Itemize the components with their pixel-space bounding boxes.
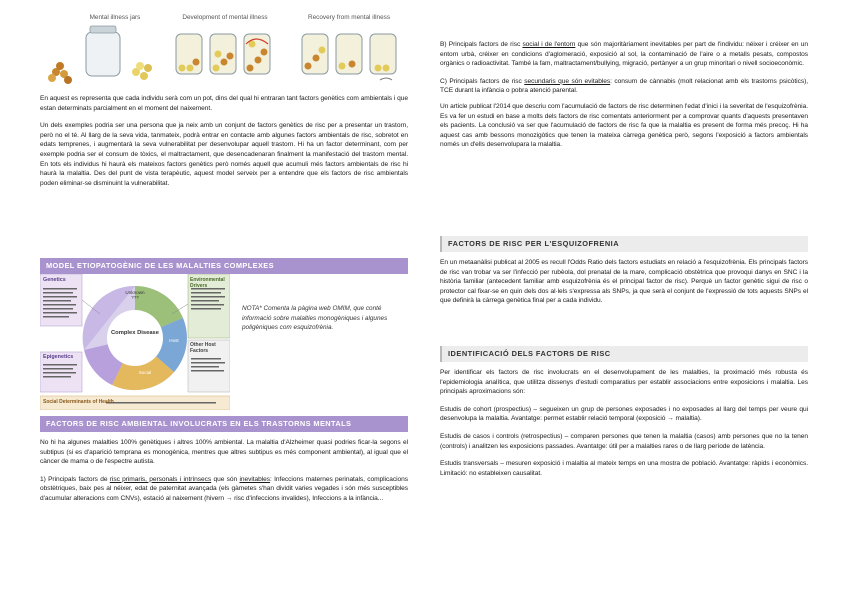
diagram-label-genetics: Genetics [43,277,66,283]
jar-caption-1: Mental illness jars [89,14,141,21]
underlined-term-secondary: secundaris que són evitables [524,77,611,85]
paragraph-cohort-studies: Estudis de cohort (prospectius) – segueixen un grup de persones exposades i no exposades al llarg del temps per veure qui desenvolupa la malaltia. Avantatge: permet establir relació temporal (exposició → malaltia). [440,405,808,423]
paragraph-epidemiology: Per identificar els factors de risc involucrats en el desenvolupament de les malalties, la proximació més robusta és l'epidemiologia analítica, que utilitza dissenys d'estudi comparatius per establir associacions entre exposicions i malaltia. Les principals aproximacions són: [440,369,808,396]
right-column-middle [440,258,808,306]
section-title-identification: IDENTIFICACIÓ DELS FACTORS DE RISC [440,346,808,362]
jar-caption-2: Development of mental illness [182,14,268,21]
left-column-bottom [40,438,408,504]
text-fragment: B) Principals factors de risc [440,41,523,48]
paragraph-metaanalysis: En un metaanàlisi publicat al 2005 es recull l'Odds Ratio dels factors estudiats en relació a l'esquizofrènia. Els principals factors de risc van trobar va ser l'infecció per rubèola, dol prenatal de la mare, complicació obstètrica que provoqui danys en SNC i la història familiar (antecedent familiar amb esquizofrènia és el principal factor de risc). Perquè un factor genètic sigui de risc o protector cal fixar-se en quin dels dos al·lels s'expressa als SNPs, ja que serà el conjunt de l'expressió de tots aquests SNPs el que definirà la càrrega genètica final per a cada individu. [440,259,808,305]
right-column-bottom [440,368,808,478]
jar-caption-3: Recovery from mental illness [307,14,391,21]
diagram-label-epigenetics: Epigenetics [43,354,74,360]
section-header-model [40,258,408,274]
section-header-identification [440,346,808,362]
diagram-label-environment: Environmental Drivers [190,277,225,289]
section-header-environmental [40,416,408,432]
underlined-term-inevitable: inevitables [239,475,271,483]
paragraph-jars-explanation: En aquest es representa que cada individu serà com un pot, dins del qual hi entraran tant factors genètics com ambientals i que estan determinats parcialment en el moment del naixement. [40,95,408,112]
text-fragment: C) Principals factors de risc [440,77,525,85]
underlined-term-primary: risc primaris, personals i intrínsecs [109,475,212,483]
text-fragment: que són majoritàriament inevitables per part de l'individu: néixer i créixer en un entorn urbà, créixer en condicions d'aglomeració, exposició al sol, la contaminació de l'aire o a metalls pesats, compostos orgànics o radioactivitat. També la fam, maltractament/bullying, migració, pertànyer a un grup minoritari o nivell socioeconòmic. [440,41,809,68]
diagram-label-social: Social [138,370,152,375]
section-title-schizophrenia: FACTORS DE RISC PER L'ESQUIZOFRENIA [440,236,808,252]
text-fragment: que són [211,475,240,483]
paragraph-case-control-studies: Estudis de casos i controls (retrospectius) – comparen persones que tenen la malaltia (casos) amb persones que no la tenen (controls) i analitzen les exposicions passades. Avantatge: útil per a malalties rares o de llarg període de latència. [440,432,808,450]
paragraph-primary-factors [40,475,408,504]
section-title-model: MODEL ETIOPATOGÈNIC DE LES MALALTIES COMPLEXES [40,258,408,274]
diagram-label-complex-disease: Complex Disease [111,330,160,336]
omim-note: NOTA* Comenta la pàgina web OMIM, que conté informació sobre malalties monogèniques i algunes poligèniques com esquizofrènia. [242,305,388,332]
right-column [440,40,808,150]
paragraph-example: Un dels exemples podria ser una persona que ja neix amb un conjunt de factors genètics de risc per a presentar un trastorn, però no el té. Al llarg de la seva vida, tanmateix, podrà entrar en contacte amb algunes factors ambientals de risc, sobretot en edats temprenes, i augmentarà la seva vulnerabilitat per desenvolupar aquell trastorn. Hi ha un factor determinant, com per exemple podria ser el consum de tòxics, el maltractament, que desencadenaran finalment la manifestació del trastorn mental. En tots els individus hi haurà els mateixos factors genètics però només aquell que acumuli més factors ambientals de risc hi haurà la malaltia. Des del punt de vista terapèutic, aquest model serveix per a entendre que els factors de risc ambientals poden eliminar-se disminuint la vulnerabilitat. [40,122,408,187]
diagram-label-unknown: Unknown ??? [125,290,145,300]
diagram-label-social-determinants: Social Determinants of Health [43,399,114,405]
text-fragment: : consum de cànnabis (molt relacionat amb els trastorns psicòtics), TCE durant la infància o pobra atenció parental. [440,77,809,95]
paragraph-cross-sectional-studies: Estudis transversals – mesuren exposició i malaltia al mateix temps en una mostra de població. Avantatge: ràpids i econòmics. Limitació: no estableixen causalitat. [440,460,808,477]
paragraph-2014-article: Un article publicat l'2014 que descriu com l'acumulació de factors de risc determinen l'edat d'inici i la severitat de l'esquizofrènia. Es va fer un estudi en base a molts dels factors de risc comentats anteriorment per a comprovar quants d'aquests presentaven els pacients. La conclusió va ser que l'acumulació de factors de risc fa que la malaltia es present de forma més precoç. Hi ha aquest cas amb bessons monozigòtics que tenen la mateixa càrrega genètica però, segons l'exposició a factors ambientals només un d'ells desenvolupara la malaltia. [440,102,808,149]
diagram-label-host: Host [169,338,179,343]
text-fragment: 1) Principals factors de [40,475,110,483]
section-header-schizophrenia [440,236,808,252]
left-column [40,94,408,188]
diagram-label-other-host: Other Host Factors [190,342,216,354]
complex-disease-diagram [40,274,230,410]
mental-illness-jars-figure [40,14,408,90]
paragraph-genetic-vs-environmental: No hi ha algunes malalties 100% genètiques i altres 100% ambiental. La malaltia d'Alzheimer quasi podries ficar-la segons el subtipus (si es d'aparició temprana es monogènica, mentres que altres subtipus es més component ambiental), al igual que el càncer de mama o de l'espectre autista. [40,439,408,466]
section-title-environmental: FACTORS DE RISC AMBIENTAL INVOLUCRATS EN ELS TRASTORNS MENTALS [40,416,408,432]
text-fragment: : Infeccions maternes perinatals, complicacions obstètriques, baix pes al néixer, edat de paternitat avançada (els gàmetes s'han dividit varies vegades i són més susceptibles d'acumular alteracions com CNVs), estació al naixement (hivern → risc d'infeccions invalides), Infeccions a la infància... [40,475,408,502]
underlined-term-social: social i de l'entorn [522,41,576,48]
paragraph-secondary-factors [440,77,808,96]
jars-illustration [40,14,408,90]
paragraph-social-factors [440,40,808,69]
